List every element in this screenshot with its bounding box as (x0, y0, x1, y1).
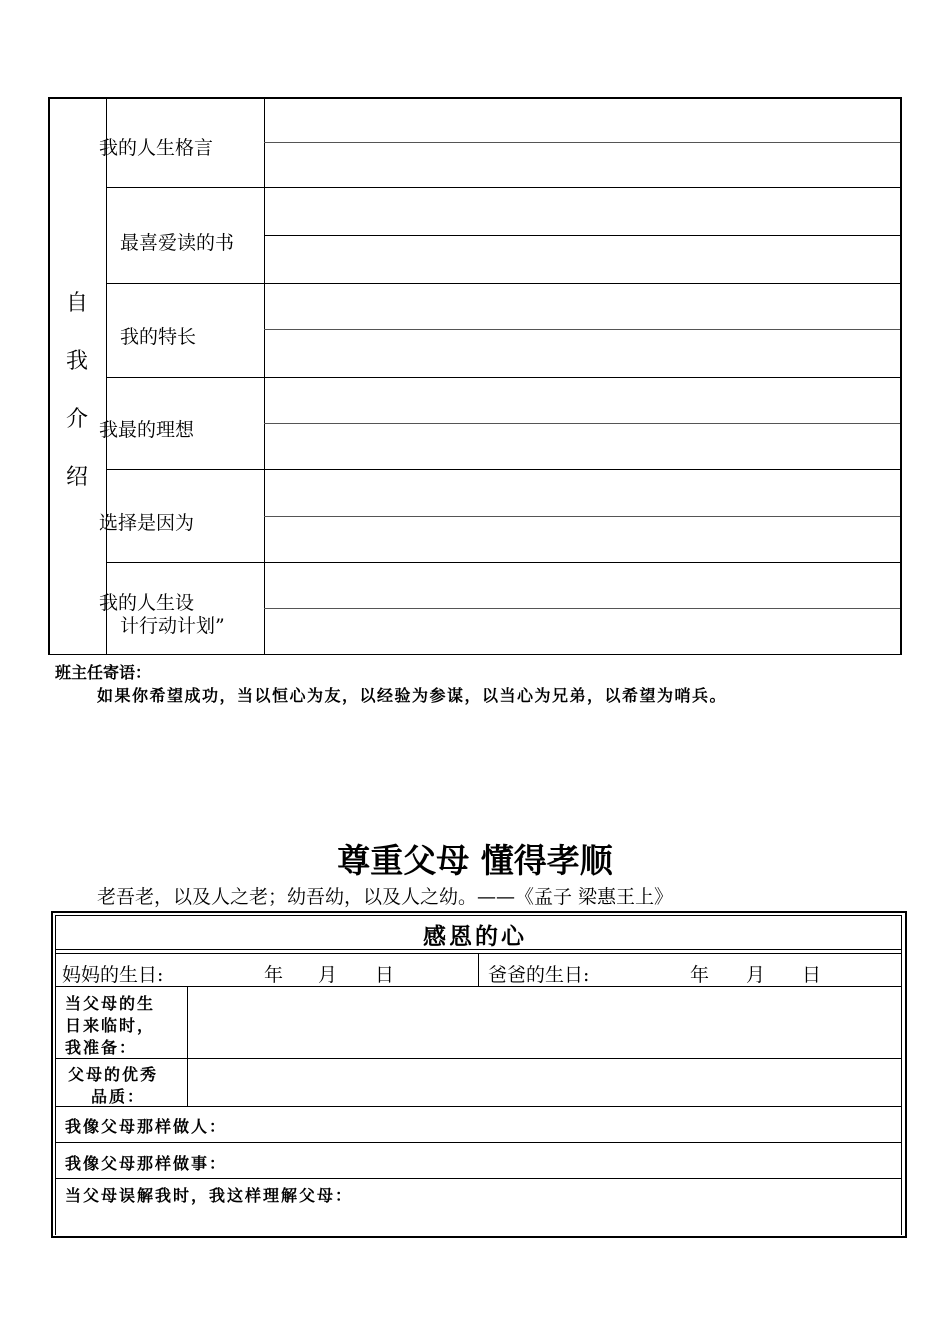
prepare-label-line2: 日来临时， (65, 1016, 156, 1035)
mom-day: 日 (375, 964, 395, 986)
gratitude-title: 感恩的心 (423, 923, 527, 950)
dad-day: 日 (802, 964, 822, 986)
row-label-ideal: 我最的理想 (99, 419, 195, 441)
side-char: 自 (65, 291, 88, 316)
row-label-plan-line2: 计行动计划” (120, 615, 225, 637)
side-char: 绍 (65, 465, 88, 490)
mom-month: 月 (318, 964, 338, 986)
section2-quote: 老吾老，以及人之老；幼吾幼，以及人之幼。——《孟子 梁惠王上》 (97, 886, 674, 908)
row-label-favorite-book: 最喜爱读的书 (120, 232, 235, 254)
section2-title: 尊重父母 懂得孝顺 (337, 841, 613, 880)
dad-year: 年 (690, 964, 710, 986)
dad-month: 月 (746, 964, 766, 986)
like-person-label: 我像父母那样做人： (65, 1117, 228, 1136)
prepare-label-line3: 我准备： (65, 1038, 138, 1057)
self-intro-side-label (62, 275, 92, 507)
row-label-reason: 选择是因为 (99, 512, 195, 534)
row-label-specialty: 我的特长 (120, 326, 197, 348)
qualities-label-line1: 父母的优秀 (68, 1065, 159, 1084)
side-char: 我 (65, 349, 88, 374)
teacher-note-text: 如果你希望成功，当以恒心为友，以经验为参谋，以当心为兄弟，以希望为哨兵。 (97, 686, 728, 705)
row-label-motto: 我的人生格言 (99, 137, 214, 159)
misunderstand-label: 当父母误解我时，我这样理解父母： (65, 1186, 354, 1205)
qualities-label-line2: 品质： (91, 1087, 146, 1106)
like-things-label: 我像父母那样做事： (65, 1154, 228, 1173)
mom-birthday-label: 妈妈的生日: (62, 964, 164, 986)
row-label-plan-line1: 我的人生设 (99, 592, 195, 614)
side-char: 介 (65, 407, 88, 432)
mom-year: 年 (264, 964, 284, 986)
dad-birthday-label: 爸爸的生日: (488, 964, 590, 986)
teacher-note-heading: 班主任寄语： (55, 663, 152, 682)
prepare-label-line1: 当父母的生 (65, 994, 156, 1013)
